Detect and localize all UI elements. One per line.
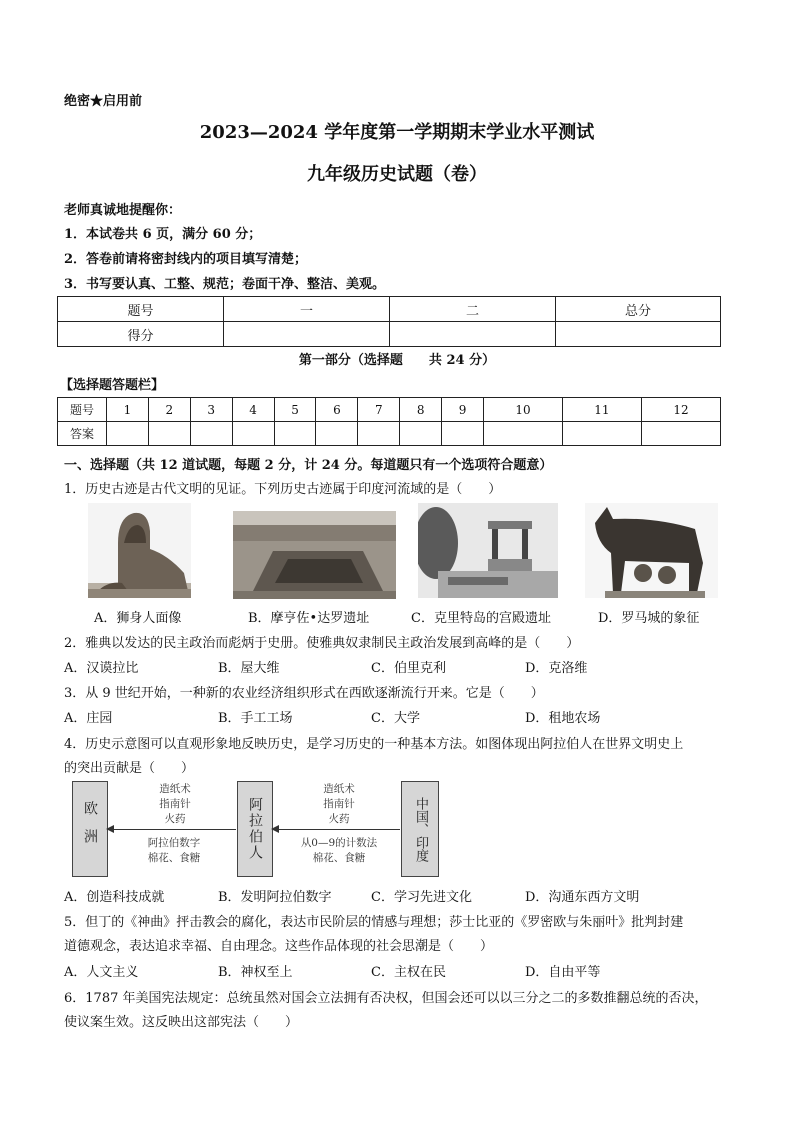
question-6-stem: 使议案生效。这反映出这部宪法（ ） xyxy=(64,1015,299,1030)
question-number: 7 xyxy=(358,398,400,422)
diagram-box-china-india: 中国、印度 xyxy=(401,781,439,877)
answer-cell[interactable] xyxy=(232,422,274,446)
answer-cell[interactable] xyxy=(358,422,400,446)
question-5-option: A．人文主义 xyxy=(64,965,139,980)
answer-cell[interactable] xyxy=(400,422,442,446)
question-3-option: B．手工工场 xyxy=(218,711,293,726)
section1-title: 一、选择题（共 12 道试题，每题 2 分，计 24 分。每道题只有一个选项符合题意） xyxy=(64,458,553,473)
question-3-option: A．庄园 xyxy=(64,711,113,726)
exam-title: 2023—2024 学年度第一学期期末学业水平测试 xyxy=(199,122,595,143)
score-row-label: 得分 xyxy=(58,322,224,347)
arrow-to-arabs xyxy=(278,829,400,830)
question-number: 4 xyxy=(232,398,274,422)
arrow-to-europe xyxy=(112,829,236,830)
answer-cell[interactable] xyxy=(107,422,149,446)
diagram-top-left-labels: 造纸术 指南针 火药 xyxy=(159,783,191,825)
question-5-option: B．神权至上 xyxy=(218,965,293,980)
question-4-option: A．创造科技成就 xyxy=(64,890,165,905)
answer-cell[interactable] xyxy=(190,422,232,446)
question-number: 12 xyxy=(641,398,720,422)
question-5-option: C．主权在民 xyxy=(371,965,446,980)
question-3-option: C．大学 xyxy=(371,711,420,726)
question-number: 2 xyxy=(148,398,190,422)
score-cell[interactable] xyxy=(224,322,390,347)
exam-subtitle: 九年级历史试题（卷） xyxy=(307,164,487,185)
reminder-item: 1．本试卷共 6 页，满分 60 分； xyxy=(64,227,262,242)
question-4-option: B．发明阿拉伯数字 xyxy=(218,890,332,905)
answer-cell[interactable] xyxy=(442,422,484,446)
score-header: 总分 xyxy=(556,297,721,322)
question-1-option: C．克里特岛的宫殿遗址 xyxy=(411,611,551,626)
diagram-box-europe: 欧洲 xyxy=(72,781,108,877)
diagram-box-arabs: 阿拉伯人 xyxy=(237,781,273,877)
question-number: 11 xyxy=(562,398,641,422)
question-number: 6 xyxy=(316,398,358,422)
reminder-heading: 老师真诚地提醒你： xyxy=(64,203,182,218)
sphinx-image xyxy=(88,503,191,598)
answer-cell[interactable] xyxy=(484,422,563,446)
question-4-stem: 4．历史示意图可以直观形象地反映历史，是学习历史的一种基本方法。如图体现出阿拉伯人在世界文明史上 xyxy=(64,737,684,752)
question-1-option: D．罗马城的象征 xyxy=(598,611,700,626)
answer-cell[interactable] xyxy=(148,422,190,446)
answer-bar-label: 【选择题答题栏】 xyxy=(60,378,165,393)
answer-cell[interactable] xyxy=(641,422,720,446)
question-number: 3 xyxy=(190,398,232,422)
question-number: 1 xyxy=(107,398,149,422)
question-4-stem: 的突出贡献是（ ） xyxy=(64,761,195,776)
score-table xyxy=(57,296,721,347)
question-2-option: D．克洛维 xyxy=(525,661,588,676)
question-1-option: A．狮身人面像 xyxy=(94,611,182,626)
answer-cell[interactable] xyxy=(562,422,641,446)
question-5-option: D．自由平等 xyxy=(525,965,601,980)
question-number: 10 xyxy=(484,398,563,422)
question-2-stem: 2．雅典以发达的民主政治而彪炳于史册。使雅典奴隶制民主政治发展到高峰的是（ ） xyxy=(64,636,580,651)
question-4-option: C．学习先进文化 xyxy=(371,890,472,905)
question-4-option: D．沟通东西方文明 xyxy=(525,890,640,905)
score-header: 题号 xyxy=(58,297,224,322)
arrow-head xyxy=(106,825,114,833)
mohenjo-daro-image xyxy=(233,511,396,599)
diagram-bottom-left-labels: 阿拉伯数字 棉花、食糖 xyxy=(147,837,201,864)
question-number: 5 xyxy=(274,398,316,422)
confidential-mark: 绝密★启用前 xyxy=(64,94,143,109)
part1-title: 第一部分（选择题 共 24 分） xyxy=(298,353,496,368)
knossos-palace-image xyxy=(418,503,558,598)
question-3-option: D．租地农场 xyxy=(525,711,601,726)
question-1-stem: 1．历史古迹是古代文明的见证。下列历史古迹属于印度河流域的是（ ） xyxy=(64,482,502,497)
question-number: 8 xyxy=(400,398,442,422)
question-5-stem: 道德观念，表达追求幸福、自由理念。这些作品体现的社会思潮是（ ） xyxy=(64,939,494,954)
diagram-top-right-labels: 造纸术 指南针 火药 xyxy=(323,783,355,825)
score-cell[interactable] xyxy=(390,322,556,347)
question-1-option: B．摩亨佐•达罗遗址 xyxy=(248,611,370,626)
question-5-stem: 5．但丁的《神曲》抨击教会的腐化，表达市民阶层的情感与理想；莎士比亚的《罗密欧与朱丽叶》批判封建 xyxy=(64,915,684,930)
score-header: 二 xyxy=(390,297,556,322)
answer-row-label: 答案 xyxy=(58,422,107,446)
reminder-item: 3．书写要认真、工整、规范；卷面干净、整洁、美观。 xyxy=(64,277,386,292)
score-cell[interactable] xyxy=(556,322,721,347)
answer-table xyxy=(57,397,721,446)
question-6-stem: 6．1787 年美国宪法规定：总统虽然对国会立法拥有否决权，但国会还可以以三分之二的多数推翻总统的否决， xyxy=(64,991,708,1006)
answer-cell[interactable] xyxy=(274,422,316,446)
roman-wolf-image xyxy=(585,503,718,598)
answer-cell[interactable] xyxy=(316,422,358,446)
answer-row-label: 题号 xyxy=(58,398,107,422)
question-2-option: B．屋大维 xyxy=(218,661,280,676)
question-3-stem: 3．从 9 世纪开始，一种新的农业经济组织形式在西欧逐渐流行开来。它是（ ） xyxy=(64,686,544,701)
question-2-option: C．伯里克利 xyxy=(371,661,446,676)
reminder-item: 2．答卷前请将密封线内的项目填写清楚； xyxy=(64,252,308,267)
diagram-bottom-right-labels: 从0—9的计数法 棉花、食糖 xyxy=(300,837,378,864)
question-number: 9 xyxy=(442,398,484,422)
arrow-head xyxy=(271,825,279,833)
score-header: 一 xyxy=(224,297,390,322)
question-2-option: A．汉谟拉比 xyxy=(64,661,139,676)
